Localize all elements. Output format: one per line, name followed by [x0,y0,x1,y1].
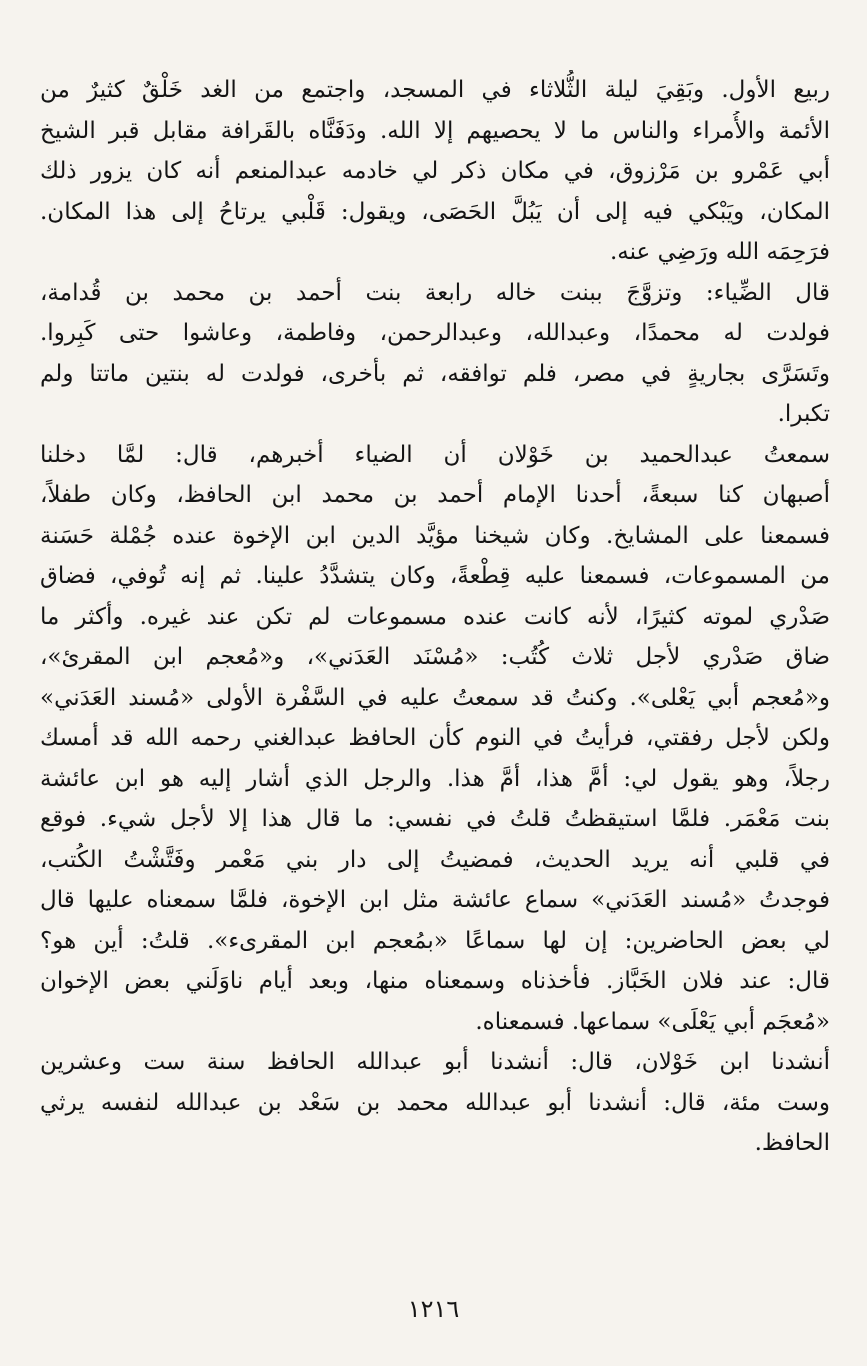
text-line: الأئمة والأُمراء والناس ما لا يحصيهم إلا الله. ودَفَنَّاه بالقَرافة مقابل قبر الشيخ [40,117,830,144]
text-line: في قلبي أنه يريد الحديث، فمضيتُ إلى دار بني مَعْمر وفَتَّشْتُ الكُتب، [40,846,830,873]
text-line: ربيع الأول. وبَقِيَ ليلة الثُّلاثاء في المسجد، واجتمع من الغد خَلْقٌ كثيرٌ من [40,77,830,103]
text-line: فوجدتُ «مُسند العَدَني» سماع عائشة مثل ابن الإخوة، فلمَّا سمعناه عليها قال [40,887,830,913]
body-text [40,70,830,1164]
text-line: أنشدنا ابن خَوْلان، قال: أنشدنا أبو عبدالله الحافظ سنة ست وعشرين [40,1049,830,1075]
text-line: أصبهان كنا سبعةً، أحدنا الإمام أحمد بن محمد ابن الحافظ، وكان طفلاً، [40,482,830,508]
text-line: وست مئة، قال: أنشدنا أبو عبدالله محمد بن سَعْد بن عبدالله لنفسه يرثي [40,1089,830,1116]
text-line: المكان، ويَبْكي فيه إلى أن يَبُلَّ الحَصَى، ويقول: قَلْبي يرتاحُ إلى هذا المكان. [40,198,830,225]
text-line: ضاق صَدْري لأجل ثلاث كُتُب: «مُسْنَد العَدَني»، و«مُعجم ابن المقرئ»، [40,644,830,670]
text-line: رجلاً، وهو يقول لي: أمَّ هذا، أمَّ هذا. والرجل الذي أشار إليه هو ابن عائشة [40,765,830,792]
text-line: وتَسَرَّى بجاريةٍ في مصر، فلم توافقه، ثم بأخرى، فولدت له بنتين ماتتا ولم [40,360,830,387]
text-line: صَدْري لموته كثيرًا، لأنه كانت عنده مسموعات لم تكن عند غيره. وأكثر ما [40,603,830,630]
text-line: «مُعجَم أبي يَعْلَى» سماعها. فسمعناه. [475,1008,830,1035]
text-line: قال الضِّياء: وتزوَّجَ ببنت خاله رابعة بنت أحمد بن محمد بن قُدامة، [40,279,830,306]
text-line: لي بعض الحاضرين: إن لها سماعًا «بمُعجم ابن المقرىء». قلتُ: أين هو؟ [40,927,830,954]
text-line: و«مُعجم أبي يَعْلى». وكنتُ قد سمعتُ عليه في السَّفْرة الأولى «مُسند العَدَني» [40,684,830,711]
text-line: قال: عند فلان الخَبَّاز. فأخذناه وسمعناه منها، وبعد أيام ناوَلَني بعض الإخوان [40,968,830,994]
text-line: فرَحِمَه الله ورَضِي عنه. [609,239,830,265]
text-line: من المسموعات، فسمعنا عليه قِطْعةً، وكان يتشدَّدُ علينا. ثم إنه تُوفي، فضاق [40,563,830,589]
text-line: فسمعنا على المشايخ. وكان شيخنا مؤيَّد الدين ابن الإخوة عنده جُمْلة حَسَنة [40,522,830,549]
text-line: الحافظ. [754,1130,830,1156]
text-line: سمعتُ عبدالحميد بن خَوْلان أن الضياء أخبرهم، قال: لمَّا دخلنا [40,441,830,468]
text-line: ولكن لأجل رفقتي، فرأيتُ في النوم كأن الحافظ عبدالغني رحمه الله قد أمسك [40,725,830,751]
text-line: تكبرا. [777,401,830,427]
text-line: فولدت له محمدًا، وعبدالله، وعبدالرحمن، وفاطمة، وعاشوا حتى كَبِروا. [40,320,830,346]
text-line: بنت مَعْمَر. فلمَّا استيقظتُ قلتُ في نفسي: ما قال هذا إلا لأجل شيء. فوقع [40,806,830,832]
page-number: ١٢١٦ [407,1295,460,1323]
text-line: أبي عَمْرو بن مَرْزوق، في مكان ذكر لي خادمه عبدالمنعم أنه كان يزور ذلك [40,158,830,184]
